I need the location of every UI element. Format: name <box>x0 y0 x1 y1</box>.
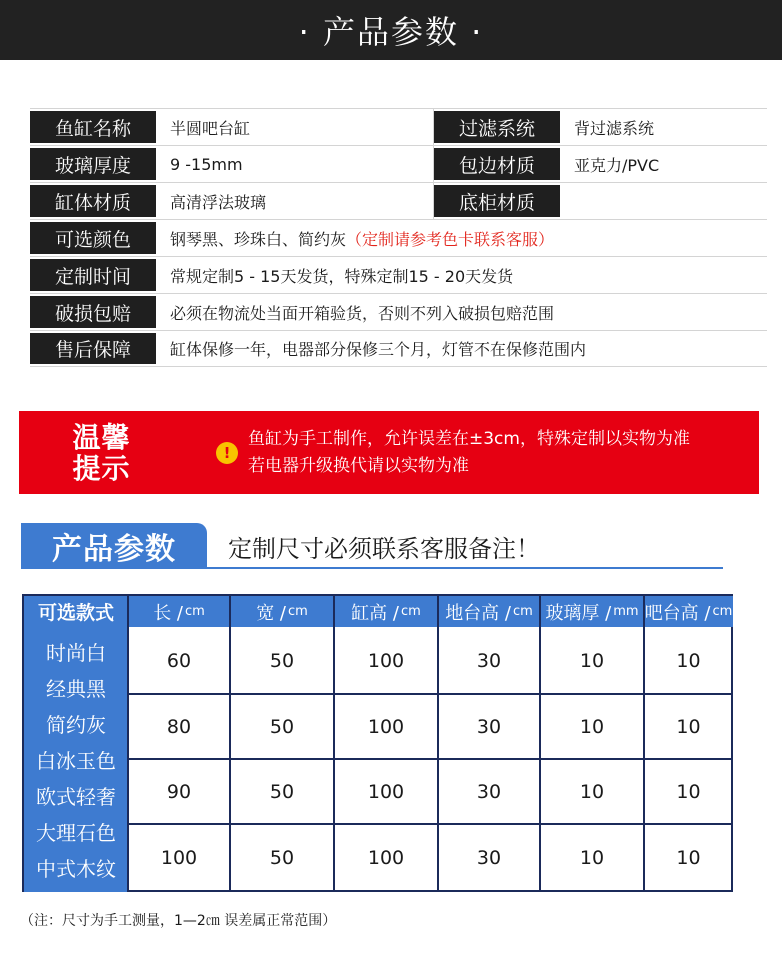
section-header <box>21 523 723 569</box>
grid-line <box>128 693 733 695</box>
spec-row <box>30 256 767 293</box>
spec-table <box>30 108 767 367</box>
spec-label: 玻璃厚度 <box>30 148 156 180</box>
style-option: 经典黑 <box>46 677 106 701</box>
table-cell: 10 <box>579 847 605 869</box>
table-cell: 10 <box>579 780 605 803</box>
grid-line <box>128 758 733 760</box>
table-cell: 50 <box>269 715 295 738</box>
spec-row <box>30 219 767 256</box>
spec-value: 常规定制5 - 15天发货，特殊定制15 - 20天发货 <box>170 266 514 286</box>
column-header <box>438 596 540 627</box>
column-header-unit: cm <box>712 604 733 619</box>
table-cell: 10 <box>676 715 701 738</box>
size-table <box>22 594 733 892</box>
table-cell: 30 <box>476 780 502 803</box>
section-divider <box>207 567 723 569</box>
section-tab: 产品参数 <box>21 523 207 569</box>
grid-line <box>127 596 129 892</box>
style-option: 时尚白 <box>46 641 106 665</box>
grid-line <box>229 596 231 892</box>
column-header-unit: mm <box>613 604 639 619</box>
style-option: 简约灰 <box>46 713 106 737</box>
table-cell: 90 <box>166 780 192 803</box>
column-header-name: 缸高 / <box>351 602 399 624</box>
spec-value <box>156 220 767 256</box>
table-cell: 30 <box>476 649 502 672</box>
spec-value: 背过滤系统 <box>574 118 655 138</box>
style-option: 欧式轻奢 <box>36 785 116 809</box>
style-list <box>24 627 128 892</box>
grid-line <box>643 596 645 892</box>
spec-value <box>560 183 767 219</box>
column-header-name: 地台高 / <box>445 602 511 624</box>
table-cell: 50 <box>269 649 295 672</box>
table-cell: 60 <box>166 649 192 672</box>
column-header-name: 玻璃厚 / <box>545 602 612 624</box>
spec-row <box>30 145 767 182</box>
tip-title-line: 提示 <box>72 451 131 485</box>
spec-value: 9 -15mm <box>156 146 434 182</box>
table-cell: 100 <box>367 649 405 672</box>
column-header-unit: cm <box>400 604 421 619</box>
spec-label: 缸体材质 <box>30 185 156 217</box>
column-header-name: 可选款式 <box>37 602 114 624</box>
column-header <box>540 596 644 627</box>
spec-label: 鱼缸名称 <box>30 111 156 143</box>
spec-value: 亚克力/PVC <box>574 155 660 175</box>
spec-label: 破损包赔 <box>30 296 156 328</box>
spec-row <box>30 108 767 145</box>
warm-tip-banner <box>19 411 759 494</box>
table-cell: 30 <box>476 847 502 869</box>
spec-value: 缸体保修一年，电器部分保修三个月，灯管不在保修范围内 <box>170 340 587 359</box>
style-option: 中式木纹 <box>36 857 116 881</box>
spec-label: 包边材质 <box>434 148 560 180</box>
column-header <box>230 596 334 627</box>
column-header <box>334 596 438 627</box>
spec-value: 高清浮法玻璃 <box>156 183 434 219</box>
column-header-name: 吧台高 / <box>644 602 711 624</box>
spec-value: 半圆吧台缸 <box>156 109 434 145</box>
table-cell: 30 <box>476 715 502 738</box>
column-header-unit: cm <box>287 604 308 619</box>
grid-line <box>128 823 733 825</box>
table-cell: 100 <box>367 780 405 803</box>
table-cell: 10 <box>676 649 701 672</box>
tip-text <box>248 426 690 480</box>
column-header <box>644 596 733 627</box>
column-header <box>128 596 230 627</box>
column-header-name: 长 / <box>153 602 183 624</box>
custom-color-note: （定制请参考色卡联系客服） <box>346 229 555 249</box>
style-option: 大理石色 <box>36 821 116 845</box>
spec-row <box>30 293 767 330</box>
spec-label: 过滤系统 <box>434 111 560 143</box>
style-option: 白冰玉色 <box>36 749 116 773</box>
grid-line <box>437 596 439 892</box>
spec-label: 定制时间 <box>30 259 156 291</box>
section-note: 定制尺寸必须联系客服备注！ <box>228 535 540 563</box>
table-cell: 100 <box>160 847 198 869</box>
table-cell: 100 <box>367 715 405 738</box>
table-cell: 10 <box>676 780 701 803</box>
tip-title-line: 温馨 <box>72 420 131 454</box>
table-cell: 50 <box>269 847 295 869</box>
spec-label: 可选颜色 <box>30 222 156 254</box>
top-banner <box>0 0 782 60</box>
table-cell: 80 <box>166 715 192 738</box>
column-header-unit: cm <box>184 604 205 619</box>
spec-label: 售后保障 <box>30 333 156 364</box>
table-cell: 10 <box>579 715 605 738</box>
table-cell: 50 <box>269 780 295 803</box>
tip-line: 鱼缸为手工制作，允许误差在±3cm，特殊定制以实物为准 <box>248 428 690 449</box>
spec-label: 底柜材质 <box>434 185 560 217</box>
tip-line: 若电器升级换代请以实物为准 <box>248 455 469 476</box>
table-cell: 10 <box>676 847 701 869</box>
spec-value: 必须在物流处当面开箱验货，否则不列入破损包赔范围 <box>170 303 555 323</box>
column-header-name: 宽 / <box>256 602 286 624</box>
spec-row <box>30 330 767 367</box>
column-header <box>24 596 128 627</box>
grid-line <box>333 596 335 892</box>
color-options: 钢琴黑、珍珠白、简约灰 <box>170 229 347 249</box>
table-cell: 10 <box>579 649 605 672</box>
column-header-unit: cm <box>512 604 533 619</box>
warning-icon: ! <box>216 442 238 464</box>
banner-title: · 产品参数 · <box>298 13 484 51</box>
spec-row <box>30 182 767 219</box>
table-cell: 100 <box>367 847 405 869</box>
grid-line <box>539 596 541 892</box>
tip-title <box>19 422 184 484</box>
footnote: （注：尺寸为手工测量，1—2㎝ 误差属正常范围） <box>20 913 337 929</box>
